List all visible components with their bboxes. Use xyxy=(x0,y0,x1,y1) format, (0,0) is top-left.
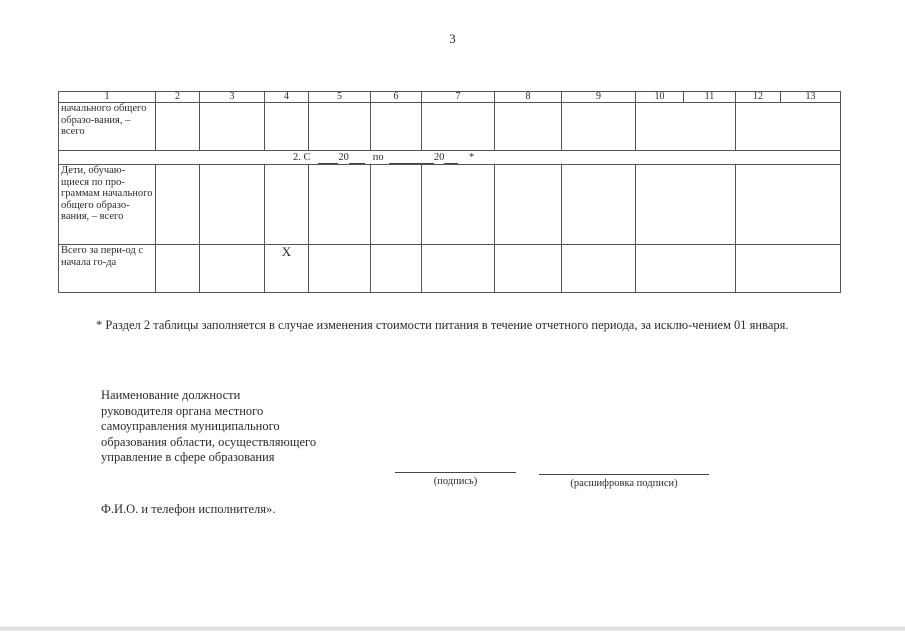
table-row xyxy=(59,245,841,293)
meal-cost-table xyxy=(58,91,841,293)
section-2-year-from: 20 xyxy=(338,152,349,163)
row-label-primary-education: начального общего образо-вания, – всего xyxy=(59,103,156,151)
position-line: руководителя органа местного xyxy=(101,403,264,418)
section-2-to: по xyxy=(372,152,384,163)
column-number: 3 xyxy=(200,92,265,103)
blank-line xyxy=(349,152,365,164)
column-number: 12 xyxy=(736,92,781,103)
row-label-children: Дети, обучаю-щиеся по про-граммам начального общего образо-вания, – всего xyxy=(59,165,156,245)
column-number: 1 xyxy=(59,92,156,103)
footnote: * Раздел 2 таблицы заполняется в случае изменения стоимости питания в течение отчетного периода, за исклю-чением 01 января. xyxy=(96,318,789,332)
total-col4-mark: X xyxy=(265,245,309,293)
executor-info-label: Ф.И.О. и телефон исполнителя». xyxy=(101,502,276,516)
column-number: 6 xyxy=(371,92,422,103)
position-line: управление в сфере образования xyxy=(101,450,275,464)
section-2-prefix: 2. С xyxy=(293,152,311,163)
scan-edge-strip xyxy=(0,626,905,631)
decoding-caption: (расшифровка подписи) xyxy=(570,478,678,489)
column-number-row xyxy=(59,92,841,103)
page-number: 3 xyxy=(449,31,456,46)
position-line: Наименование должности xyxy=(101,388,241,402)
signature-line xyxy=(395,472,516,473)
position-line: самоуправления муниципального xyxy=(101,419,280,433)
table-row xyxy=(59,165,841,245)
section-2-asterisk: * xyxy=(468,152,475,163)
column-number: 10 xyxy=(636,92,684,103)
official-position-block xyxy=(101,388,316,466)
column-number: 4 xyxy=(265,92,309,103)
blank-line xyxy=(389,152,434,164)
blank-line xyxy=(318,152,338,164)
column-number: 5 xyxy=(309,92,371,103)
section-2-year-to: 20 xyxy=(433,152,445,163)
column-number: 9 xyxy=(562,92,636,103)
column-number: 11 xyxy=(684,92,736,103)
section-2-heading xyxy=(293,151,474,164)
column-number: 13 xyxy=(781,92,841,103)
blank-line xyxy=(444,152,458,164)
table-row xyxy=(59,103,841,151)
signature-caption: (подпись) xyxy=(433,476,478,487)
position-line: образования области, осуществляющего xyxy=(101,434,317,449)
column-number: 7 xyxy=(422,92,495,103)
row-label-total: Всего за пери-од с начала го-да xyxy=(59,245,156,293)
section-2-row xyxy=(59,151,841,165)
column-number: 2 xyxy=(156,92,200,103)
column-number: 8 xyxy=(495,92,562,103)
decoding-line xyxy=(539,474,709,475)
